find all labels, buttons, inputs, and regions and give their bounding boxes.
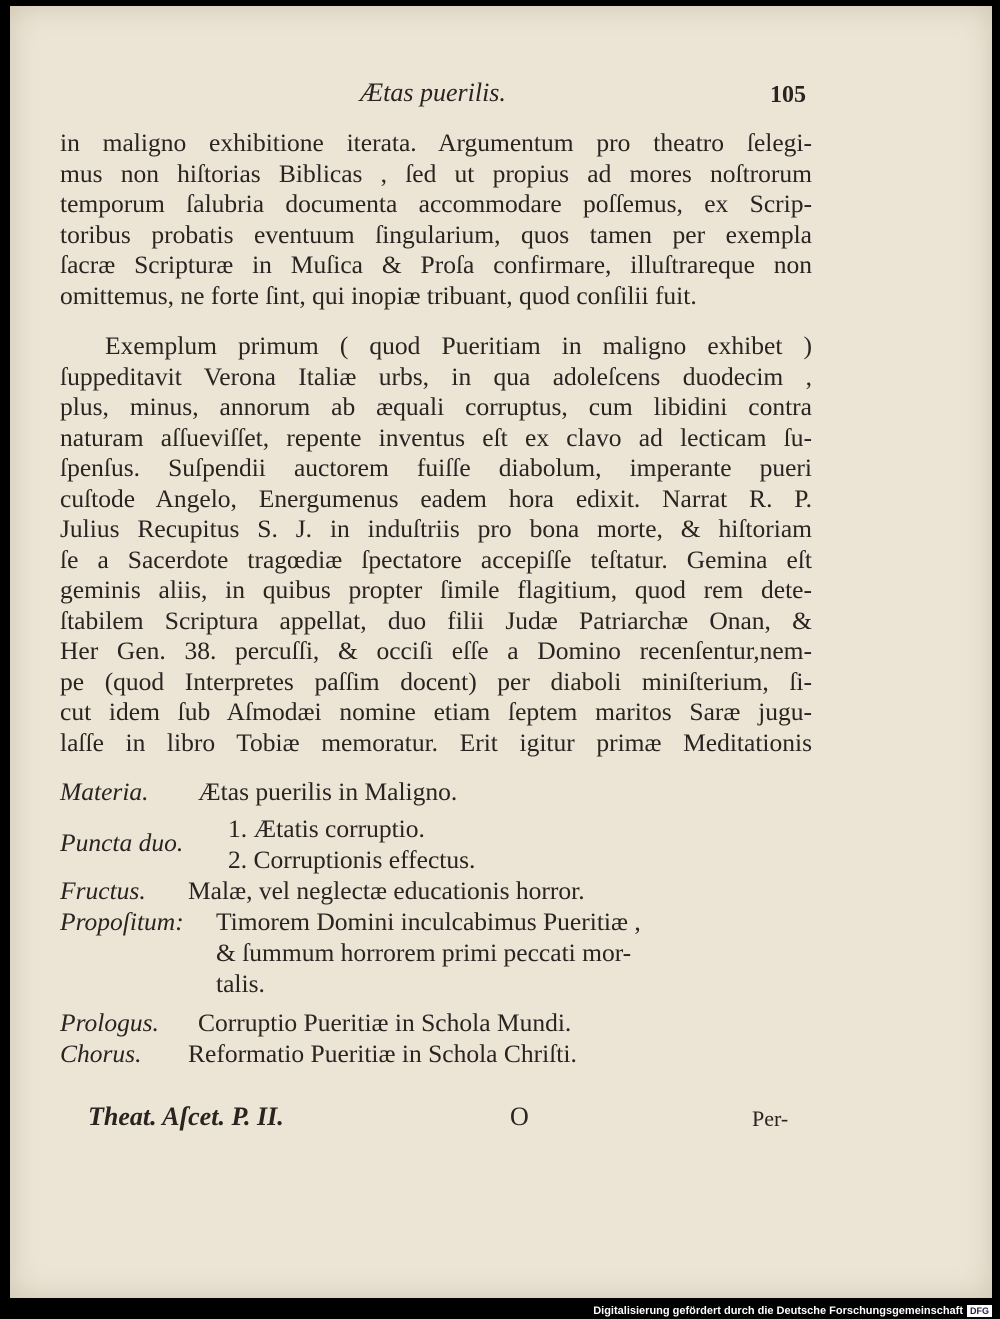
row-value: talis. xyxy=(216,969,265,998)
table-row xyxy=(60,875,780,906)
text-line: ſe a Sacerdote tragœdiæ ſpectatore accepiſſe teſtatur. Gemina eſt xyxy=(60,544,812,574)
text-line: geminis aliis, in quibus propter ſimile flagitium, quod rem dete- xyxy=(60,575,812,604)
table-row xyxy=(60,1038,780,1069)
catchword: Per- xyxy=(752,1106,789,1131)
row-value: Timorem Domini inculcabimus Pueritiæ , xyxy=(216,907,641,936)
text-line: temporum ſalubria documenta accommodare poſſemus, ex Scrip- xyxy=(60,189,812,218)
text-line: cuſtode Angelo, Energumenus eadem hora edixit. Narrat R. P. xyxy=(60,483,812,513)
text-line: ſuppeditavit Verona Italiæ urbs, in qua adoleſcens duodecim , xyxy=(60,361,812,391)
dfg-logo-icon: DFG xyxy=(967,1305,992,1317)
footer-title: Theat. Aſcet. P. II. xyxy=(88,1102,284,1131)
funding-text: Digitalisierung gefördert durch die Deutsche Forschungsgemeinschaft xyxy=(593,1305,963,1317)
book-page xyxy=(10,6,992,1298)
text-line: in maligno exhibitione iterata. Argumentum pro theatro ſelegi- xyxy=(60,128,812,157)
row-value: Ætas puerilis in Maligno. xyxy=(198,777,458,806)
row-label: Materia. xyxy=(60,777,149,806)
table-row xyxy=(60,1007,780,1038)
row-label: Propoſitum: xyxy=(60,907,184,936)
funding-stamp xyxy=(593,1305,992,1317)
row-value: 2. Corruptionis effectus. xyxy=(228,845,476,874)
page-number: 105 xyxy=(770,82,806,108)
text-line: mus non hiſtorias Biblicas , ſed ut propius ad mores noſtrorum xyxy=(60,158,812,188)
row-value: 1. Ætatis corruptio. xyxy=(228,814,425,843)
paragraph-1 xyxy=(60,128,812,311)
table-row xyxy=(60,906,780,999)
paragraph-2 xyxy=(60,331,812,758)
text-line: omittemus, ne forte ſint, qui inopiæ tribuant, quod conſilii fuit. xyxy=(60,280,697,310)
text-line: naturam aſſueviſſet, repente inventus eſt ex clavo ad lecticam ſu- xyxy=(60,422,812,452)
row-label: Puncta duo. xyxy=(60,828,184,857)
table-row xyxy=(60,776,780,807)
row-value: Malæ, vel neglectæ educationis horror. xyxy=(188,876,585,905)
row-label: Fructus. xyxy=(60,876,146,905)
text-line: Julius Recupitus S. J. in induſtriis pro bona morte, & hiſtoriam xyxy=(60,514,812,543)
text-line: ſacræ Scripturæ in Muſica & Proſa confirmare, illuſtrareque non xyxy=(60,250,812,279)
row-label: Chorus. xyxy=(60,1039,142,1068)
text-line: ſtabilem Scriptura appellat, duo filii Judæ Patriarchæ Onan, & xyxy=(60,605,812,635)
row-value: Corruptio Pueritiæ in Schola Mundi. xyxy=(198,1008,572,1037)
row-value: Reformatio Pueritiæ in Schola Chriſti. xyxy=(188,1039,577,1068)
text-line: laſſe in libro Tobiæ memoratur. Erit igitur primæ Meditationis xyxy=(60,727,812,757)
text-line: ſpenſus. Suſpendii auctorem fuiſſe diabolum, imperante pueri xyxy=(60,453,812,482)
text-line: pe (quod Interpretes paſſim docent) per diaboli miniſterium, ſi- xyxy=(60,666,812,696)
row-label: Prologus. xyxy=(60,1008,159,1037)
body-text xyxy=(60,128,812,758)
text-line: Her Gen. 38. percuſſi, & occiſi eſſe a Domino recenſentur,nem- xyxy=(60,636,812,665)
text-line: plus, minus, annorum ab æquali corruptus, cum libidini contra xyxy=(60,392,812,421)
running-head: Ætas puerilis. xyxy=(360,78,506,107)
row-value: & ſummum horrorem primi peccati mor- xyxy=(216,938,632,967)
signature-mark: O xyxy=(510,1102,529,1131)
text-line: toribus probatis eventuum ſingularium, quos tamen per exempla xyxy=(60,219,812,249)
table-row xyxy=(60,813,780,875)
text-line: Exemplum primum ( quod Pueritiam in maligno exhibet ) xyxy=(105,331,812,360)
text-line: cut idem ſub Aſmodæi nomine etiam ſeptem maritos Saræ jugu- xyxy=(60,697,812,726)
meditation-table xyxy=(60,776,780,1069)
